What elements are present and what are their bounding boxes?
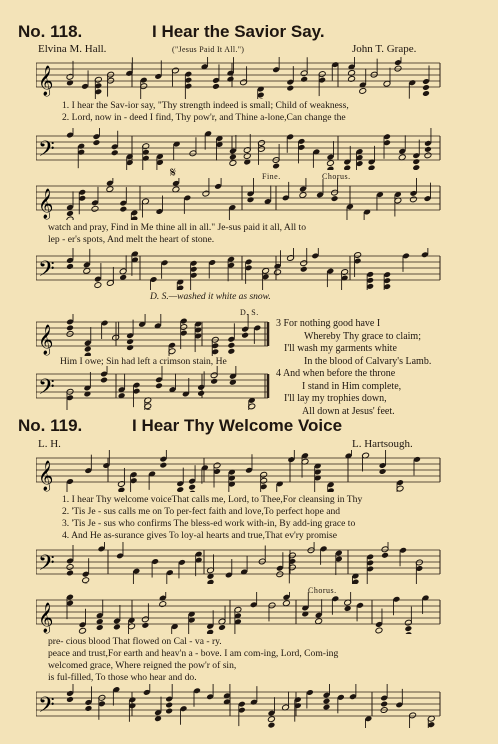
note-head: [368, 164, 376, 170]
hymn-118-bass-staff-2: [36, 248, 446, 290]
hymn-119-title: I Hear Thy Welcome Voice: [132, 416, 343, 435]
bass-clef-icon: 𝄢: [38, 551, 55, 581]
treble-clef-icon: 𝄞: [38, 461, 54, 491]
hymn-119-author: L. H.: [38, 438, 61, 450]
note-head: [327, 166, 335, 170]
note-head: [126, 338, 134, 345]
note-head: [424, 152, 432, 159]
treble-clef-icon: 𝄞: [38, 325, 54, 355]
note-head: [155, 382, 163, 389]
hymn-118-bass-staff-3: [36, 366, 272, 410]
note-head: [299, 192, 307, 199]
note-head: [375, 627, 383, 634]
note-head: [119, 206, 127, 213]
hymn-119-verse-4-line-1: 4. And He as-surance gives To loy-al hearts and true,That ev'ry promise: [62, 530, 338, 541]
note-head: [106, 186, 114, 193]
note-head: [283, 600, 291, 607]
hymn-118-author: Elvina M. Hall.: [38, 43, 107, 55]
note-head: [118, 487, 126, 492]
note-head: [359, 88, 367, 95]
note-head: [66, 564, 74, 571]
note-head: [100, 377, 108, 384]
stanza-line: 4 And when before the throne: [276, 368, 396, 379]
note-head: [83, 268, 91, 275]
note-head: [327, 160, 335, 167]
hymn-118-verse-2-line-1: 2. Lord, now in - deed I find, Thy pow'r, and Thine a-lone,Can change the: [62, 112, 346, 123]
note-head: [66, 325, 74, 332]
note-head: [412, 164, 420, 170]
hymn-118-stanza-3: [276, 318, 431, 368]
note-head: [93, 139, 101, 146]
hymn-118-chorus-line: Him I owe; Sin had left a crimson stain, He: [60, 356, 227, 367]
note-head: [241, 332, 249, 339]
note-head: [404, 631, 412, 634]
note-head: [412, 158, 420, 165]
note-head: [113, 624, 121, 631]
bass-clef-icon: 𝄢: [38, 375, 55, 405]
note-head: [159, 601, 167, 608]
note-head: [247, 196, 255, 203]
hymn-119-verse-1-line-1: 1. I hear Thy welcome voiceThat calls me, Lord, to Thee,For cleansing in Thy: [62, 494, 363, 505]
hymn-118-bass-staff-1: [36, 128, 446, 170]
stanza-line: All down at Jesus' feet.: [302, 405, 395, 417]
note-head: [424, 146, 432, 153]
bass-clef-icon: 𝄢: [38, 257, 55, 287]
note-head: [206, 629, 214, 634]
hymn-119-verse-2-line-1: 2. 'Tis Je - sus calls me on To per-fect faith and love,To perfect hope and: [62, 506, 341, 517]
note-head: [66, 570, 74, 577]
note-head: [165, 702, 173, 709]
note-head: [111, 149, 119, 156]
hymn-118-fine-label: Fine.: [262, 172, 281, 181]
hymn-119-treble-staff-1: [36, 450, 446, 492]
note-head: [422, 90, 430, 97]
note-head: [66, 79, 74, 86]
note-head: [229, 160, 237, 167]
stanza-line: Whereby Thy grace to claim;: [304, 330, 421, 342]
hymn-118-ds-instruction: D. S.—washed it white as snow.: [150, 292, 271, 302]
hymn-118-treble-staff-1: [36, 57, 446, 99]
hymn-118-stanza-4: [276, 368, 401, 418]
note-head: [176, 486, 184, 492]
note-head: [227, 76, 235, 83]
note-head: [422, 84, 430, 91]
stanza-line: I stand in Him complete,: [302, 380, 402, 392]
note-head: [394, 65, 402, 72]
note-head: [212, 83, 220, 90]
hymn-119-verse-3-line-1: 3. 'Tis Je - sus who confirms The bless-ed work with-in, By add-ing grace to: [62, 518, 356, 529]
note-head: [286, 85, 294, 92]
note-head: [218, 624, 226, 631]
note-head: [197, 390, 205, 397]
hymn-119-composer: L. Hartsough.: [352, 438, 413, 450]
hymn-119-bass-staff-2: [36, 684, 446, 728]
hymn-119-treble-staff-2: [36, 592, 446, 634]
treble-clef-icon: 𝄞: [38, 603, 54, 633]
stanza-line: 3 For nothing good have I: [276, 318, 381, 329]
hymn-119-verse-3-line-2: welcomed grace, Where reigned the pow'r of sin,: [48, 660, 237, 671]
note-head: [272, 163, 280, 170]
note-head: [66, 263, 74, 270]
hymn-119-verse-2-line-2: peace and trust,For earth and heav'n a - bove. I am com-ing, Lord, Com-ing: [48, 648, 339, 659]
note-head: [85, 705, 93, 712]
note-head: [66, 210, 74, 217]
note-head: [141, 622, 149, 629]
hymn-118-verse-1-line-2: watch and pray, Find in Me thine all in all." Je-sus paid it all, All to: [48, 222, 307, 233]
note-head: [66, 696, 74, 703]
hymn-118-composer: John T. Grape.: [352, 43, 417, 55]
note-head: [300, 266, 308, 273]
treble-clef-icon: 𝄞: [38, 189, 54, 219]
bass-clef-icon: 𝄢: [38, 137, 55, 167]
note-head: [84, 346, 92, 353]
hymn-119-verse-4-line-2: is ful-filled, To those who hear and do.: [48, 672, 197, 683]
hymn-118-treble-staff-3: [36, 314, 272, 356]
note-head: [404, 625, 412, 632]
stanza-line: In the blood of Calvary's Lamb.: [304, 355, 432, 367]
hymn-119-verse-1-line-2: pre- cious blood That flowed on Cal - va - ry.: [48, 636, 222, 647]
hymn-118-ds-label: D. S.: [240, 308, 259, 317]
note-head: [91, 205, 99, 212]
hymn-118-verse-1-line-1: 1. I hear the Sav-ior say, "Thy strength indeed is small; Child of weakness,: [62, 100, 349, 111]
segno-icon: 𝄋: [170, 166, 177, 181]
hymn-118-verse-2-line-2: lep - er's spots, And melt the heart of stone.: [48, 234, 215, 245]
bass-clef-icon: 𝄢: [38, 693, 55, 723]
note-head: [410, 196, 418, 203]
note-head: [207, 579, 215, 584]
note-head: [227, 342, 235, 349]
hymn-118-number: No. 118.: [18, 22, 83, 41]
hymn-118-title: I Hear the Savior Say.: [152, 22, 325, 41]
note-head: [165, 708, 173, 715]
note-head: [159, 462, 167, 469]
hymn-119-number: No. 119.: [18, 416, 83, 435]
hymn-118-chorus-label: Chorus.: [322, 172, 351, 181]
note-head: [379, 468, 387, 475]
note-head: [188, 484, 196, 491]
note-head: [79, 627, 87, 634]
note-head: [94, 282, 102, 289]
note-head: [96, 624, 104, 631]
note-head: [229, 154, 237, 161]
hymn-118-treble-staff-2: [36, 178, 446, 220]
stanza-line: I'll lay my trophies down,: [284, 393, 387, 404]
note-head: [323, 704, 331, 711]
stanza-line: I'll wash my garments white: [284, 343, 397, 354]
note-head: [126, 344, 134, 351]
note-head: [343, 165, 351, 170]
note-head: [82, 577, 90, 584]
note-head: [380, 701, 388, 708]
note-head: [315, 618, 323, 625]
note-head: [300, 76, 308, 83]
note-head: [268, 722, 276, 728]
note-head: [268, 716, 276, 723]
note-head: [323, 698, 331, 705]
treble-clef-icon: 𝄞: [38, 66, 54, 96]
note-head: [274, 269, 282, 276]
hymn-119-chorus-label: Chorus.: [308, 586, 337, 595]
note-head: [227, 348, 235, 355]
note-head: [188, 490, 196, 492]
hymn-119-bass-staff-1: [36, 542, 446, 584]
note-head: [210, 378, 218, 385]
note-head: [331, 195, 339, 202]
note-head: [66, 216, 74, 220]
hymn-118-subtitle: ("Jesus Paid It All."): [172, 45, 245, 54]
note-head: [381, 552, 389, 559]
